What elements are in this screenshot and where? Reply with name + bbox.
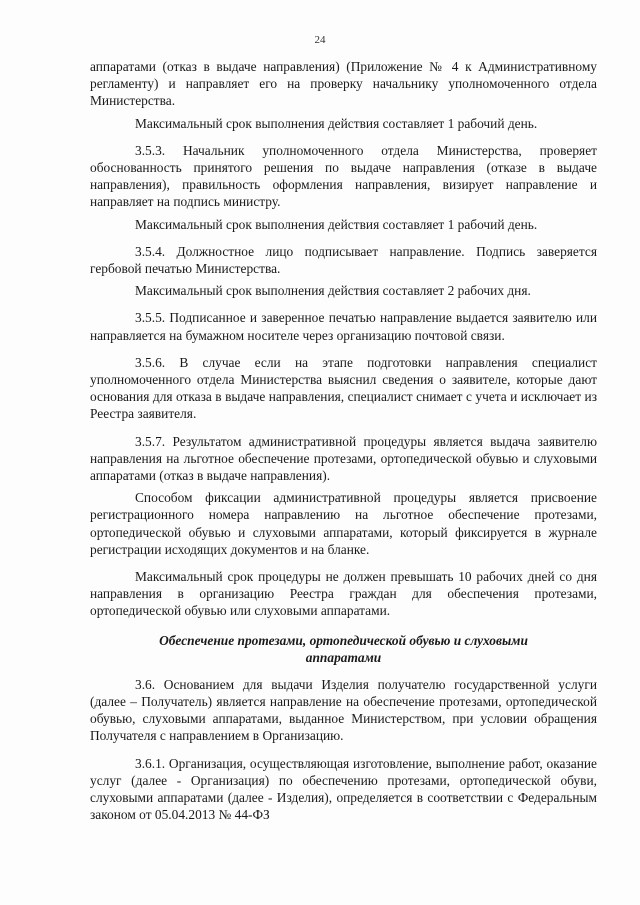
paragraph-continuation: аппаратами (отказ в выдаче направления) (Приложение № 4 к Административному регламенту) и направляет его на проверку начальнику уполномоченного отдела Министерства. <box>90 59 597 109</box>
paragraph-deadline: Максимальный срок выполнения действия составляет 2 рабочих дня. <box>135 283 531 299</box>
paragraph-3-5-6: 3.5.6. В случае если на этапе подготовки направления специалист уполномоченного отдела Министерства выяснил сведения о заявителе, которые дают основания для отказа в выдаче направления, специалист снимает с учета и исключает из Реестра заявителя. <box>90 354 597 422</box>
section-heading-line: Обеспечение протезами, ортопедической обувью и слуховыми <box>159 632 528 648</box>
paragraph-procedure-deadline: Максимальный срок процедуры не должен превышать 10 рабочих дней со дня направления в организацию Реестра граждан для обеспечения протезами, ортопедической обувью или слуховыми аппаратами. <box>90 569 597 619</box>
document-body <box>90 58 597 828</box>
paragraph-3-5-5: 3.5.5. Подписанное и заверенное печатью направление выдается заявителю или направляется на бумажном носителе через организацию почтовой связи. <box>90 310 597 343</box>
paragraph-deadline: Максимальный срок выполнения действия составляет 1 рабочий день. <box>135 115 538 131</box>
paragraph-3-5-4: 3.5.4. Должностное лицо подписывает направление. Подпись заверяется гербовой печатью Министерства. <box>90 243 597 277</box>
paragraph-3-5-3: 3.5.3. Начальник уполномоченного отдела Министерства, проверяет обоснованность принятого решения по выдаче направления (отказе в выдаче направления), правильность оформления направления, визирует направление и направляет на подпись министру. <box>90 142 597 210</box>
paragraph-deadline: Максимальный срок выполнения действия составляет 1 рабочий день. <box>135 216 538 232</box>
section-heading <box>90 632 597 666</box>
paragraph-fixation-method: Способом фиксации административной процедуры является присвоение регистрационного номера направлению на льготное обеспечение протезами, ортопедической обувью и слуховыми аппаратами, который фиксируется в журнале регистрации исходящих документов и на бланке. <box>90 490 597 557</box>
paragraph-3-5-7: 3.5.7. Результатом административной процедуры является выдача заявителю направления на льготное обеспечение протезами, ортопедической обувью и слуховыми аппаратами (отказ в выдаче направления). <box>90 433 597 484</box>
section-heading-line: аппаратами <box>305 649 382 665</box>
paragraph-3-6-1: 3.6.1. Организация, осуществляющая изготовление, выполнение работ, оказание услуг (далее - Организация) по обеспечению протезами, ортопедической обуви, слуховыми аппаратами (далее - Изделия), определяется в соответствии с Федеральным законом от 05.04.2013 № 44-ФЗ <box>90 755 597 823</box>
page-number: 24 <box>314 34 326 46</box>
paragraph-3-6: 3.6. Основанием для выдачи Изделия получателю государственной услуги (далее – Получатель) является направление на обеспечение протезами, ортопедической обувью, слуховыми аппаратами, выданное Министерством, при условии обращения Получателя с направлением в Организацию. <box>90 676 597 744</box>
